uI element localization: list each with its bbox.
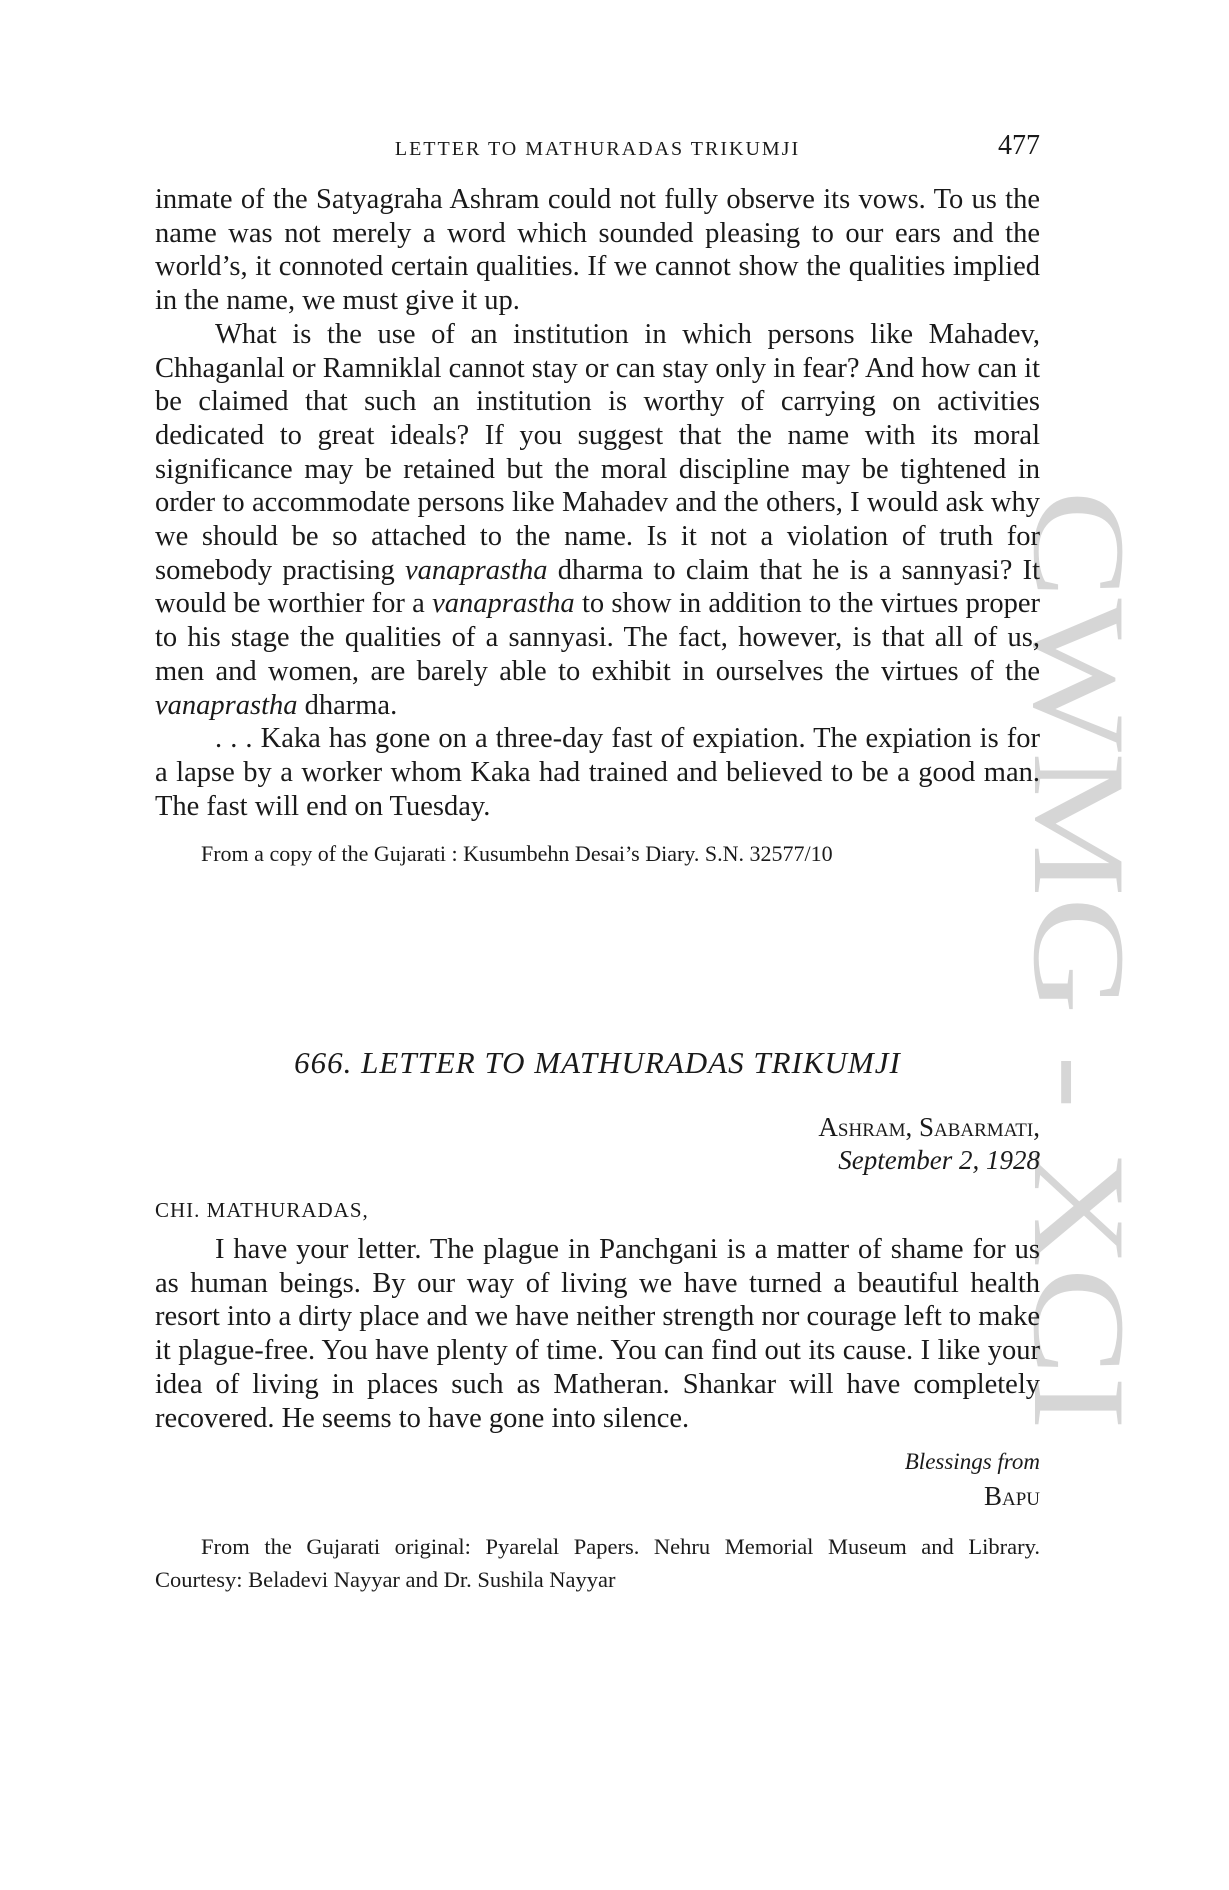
source-note: From a copy of the Gujarati : Kusumbehn Desai’s Diary. S.N. 32577/10 — [201, 841, 833, 867]
italic-term: vanaprastha — [405, 554, 548, 586]
paragraph-text: What is the use of an institution in which persons like Mahadev, Chhaganlal or Ramniklal cannot stay or can stay only in fear? And how can it be claimed that such an institution is worthy of carrying on activities dedicated to great ideals? If you suggest that the name with its moral significance may be retained but the moral discipline may be tightened in order to accommodate persons like Mahadev and the others, I would ask why we should be so attached to the name. Is it not a violation of truth for somebody practising — [155, 318, 1040, 586]
paragraph-text: inmate of the Satyagraha Ashram could not fully observe its vows. To us the name was not merely a word which sounded pleasing to our ears and the world’s, it connoted certain qualities. If we cannot show the qualities implied in the name, we must give it up. — [155, 184, 1040, 317]
running-title: LETTER TO MATHURADAS TRIKUMJI — [394, 138, 801, 160]
page-number: 477 — [998, 130, 1040, 161]
paragraph-text: dharma. — [304, 689, 398, 721]
salutation: CHI. MATHURADAS, — [155, 1198, 369, 1222]
letter-heading: 666. LETTER TO MATHURADAS TRIKUMJI — [294, 1045, 901, 1080]
paragraph — [155, 183, 1040, 318]
letter-block — [155, 1112, 1040, 1596]
running-head — [155, 130, 1040, 170]
signature: Bapu — [983, 1481, 1040, 1512]
letter-place: Ashram, Sabarmati, — [818, 1112, 1040, 1142]
paragraph — [155, 318, 1040, 722]
letter-date: September 2, 1928 — [838, 1145, 1040, 1175]
closing: Blessings from — [904, 1449, 1040, 1475]
source-note: From the Gujarati original: Pyarelal Papers. Nehru Memorial Museum and Library. Courtesy: Beladevi Nayyar and Dr. Sushila Nayyar — [155, 1534, 1040, 1593]
letter-body: I have your letter. The plague in Panchgani is a matter of shame for us as human beings. By our way of living we have turned a beautiful health resort into a dirty place and we have neither strength nor courage left to make it plague-free. You have plenty of time. You can find out its cause. I like your idea of living in places such as Matheran. Shankar will have completely recovered. He seems to have gone into silence. — [155, 1234, 1040, 1434]
paragraph-text: to show in addition to the virtues proper to his stage the qualities of a sannyasi. The fact, however, is that all of us, men and women, are barely able to exhibit in ourselves the virtues of the — [155, 588, 1040, 687]
paragraph — [155, 722, 1040, 823]
paragraph-text: . . . Kaka has gone on a three-day fast of expiation. The expiation is for a lapse by a worker whom Kaka had trained and believed to be a good man. The fast will end on Tuesday. — [155, 723, 1040, 822]
continuation-text — [155, 183, 1040, 870]
italic-term: vanaprastha — [432, 588, 575, 620]
svg-text:CWMG - XCI: CWMG - XCI — [1006, 490, 1145, 1253]
paragraph-text: dharma to claim that he is a sannyasi? It would be worthier for a — [155, 554, 1041, 620]
italic-term: vanaprastha — [155, 689, 298, 721]
